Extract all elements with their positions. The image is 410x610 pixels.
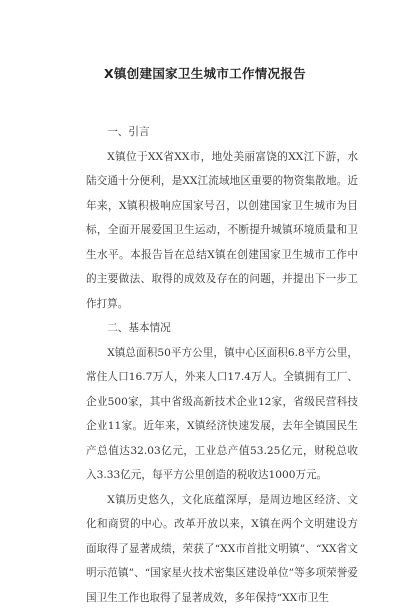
section-heading-basic-info: 二、基本情况 [86, 316, 358, 341]
document-title: X镇创建国家卫生城市工作情况报告 [0, 64, 410, 82]
basic-info-paragraph-2: X镇历史悠久，文化底蕴深厚，是周边地区经济、文化和商贸的中心。改革开放以来，X镇在两个文明建设方面取得了显著成绩，荣获了“XX市首批文明镇”、“XX省文明示范镇”、“国家星火技术密集区建设单位”等多项荣誉爱国卫生工作也取得了显著成效，多年保持“XX市卫生 [86, 488, 358, 610]
basic-info-paragraph-1: X镇总面积50平方公里，镇中心区面积6.8平方公里，常住人口16.7万人，外来人口17.4万人。全镇拥有工厂、企业500家，其中省级高新技术企业12家，省级民营科技企业11家。近年来，X镇经济快速发展，去年全镇国民生产总值达32.03亿元，工业总产值53.25亿元，财税总收入3.33亿元，每平方公里创造的税收达1000万元。 [86, 341, 358, 488]
intro-paragraph: X镇位于XX省XX市，地处美丽富饶的XX江下游，水陆交通十分便利，是XX江流域地区重要的物资集散地。近年来，X镇积极响应国家号召，以创建国家卫生城市为目标，全面开展爱国卫生运动，不断提升城镇环境质量和卫生水平。本报告旨在总结X镇在创建国家卫生城市工作中的主要做法、取得的成效及存在的问题，并提出下一步工作打算。 [86, 145, 358, 317]
document-body [86, 120, 358, 610]
section-heading-intro: 一、引言 [86, 120, 358, 145]
